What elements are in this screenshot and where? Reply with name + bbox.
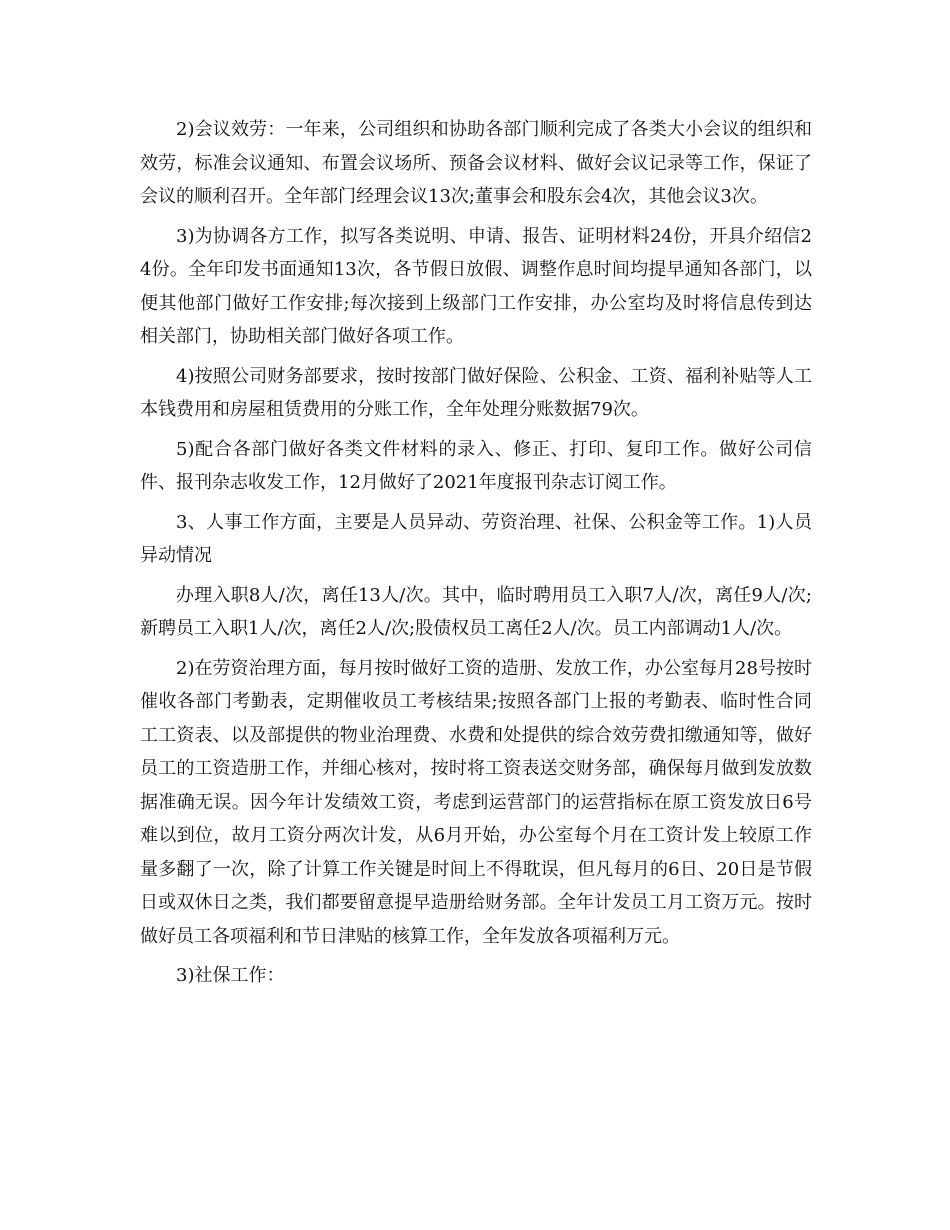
- paragraph-personnel-changes: 办理入职8人/次，离任13人/次。其中，临时聘用员工入职7人/次，离任9人/次;新聘员工入职1人/次，离任2人/次;股债权员工离任2人/次。员工内部调动1人/次。: [140, 584, 812, 639]
- paragraph-accounting-split: 4)按照公司财务部要求，按时按部门做好保险、公积金、工资、福利补贴等人工本钱费用和房屋租赁费用的分账工作，全年处理分账数据79次。: [140, 365, 812, 420]
- paragraph-document-handling: 5)配合各部门做好各类文件材料的录入、修正、打印、复印工作。做好公司信件、报刊杂志收发工作，12月做好了2021年度报刊杂志订阅工作。: [140, 438, 812, 493]
- paragraph-meeting-service: 2)会议效劳：一年来，公司组织和协助各部门顺利完成了各类大小会议的组织和效劳，标准会议通知、布置会议场所、预备会议材料、做好会议记录等工作，保证了会议的顺利召开。全年部门经理会议13次;董事会和股东会4次，其他会议3次。: [140, 119, 812, 207]
- paragraph-payroll-management: 2)在劳资治理方面，每月按时做好工资的造册、发放工作，办公室每月28号按时催收各部门考勤表，定期催收员工考核结果;按照各部门上报的考勤表、临时性合同工工资表、以及部提供的物业治理费、水费和处提供的综合效劳费扣缴通知等，做好员工的工资造册工作，并细心核对，按时将工资表送交财务部，确保每月做到发放数据准确无误。因今年计发绩效工资，考虑到运营部门的运营指标在原工资发放日6号难以到位，故月工资分两次计发，从6月开始，办公室每个月在工资计发上较原工作量多翻了一次，除了计算工作关键是时间上不得耽误，但凡每月的6日、20日是节假日或双休日之类，我们都要留意提早造册给财务部。全年计发员工月工资万元。按时做好员工各项福利和节日津贴的核算工作，全年发放各项福利万元。: [140, 657, 812, 947]
- paragraph-social-insurance: 3)社保工作：: [176, 965, 285, 986]
- paragraph-personnel-heading: 3、人事工作方面，主要是人员异动、劳资治理、社保、公积金等工作。1)人员异动情况: [140, 511, 812, 566]
- document-body: [140, 113, 812, 999]
- paragraph-coordination: 3)为协调各方工作，拟写各类说明、申请、报告、证明材料24份，开具介绍信24份。全年印发书面通知13次，各节假日放假、调整作息时间均提早通知各部门，以便其他部门做好工作安排;每次接到上级部门工作安排，办公室均及时将信息传到达相关部门，协助相关部门做好各项工作。: [140, 225, 812, 347]
